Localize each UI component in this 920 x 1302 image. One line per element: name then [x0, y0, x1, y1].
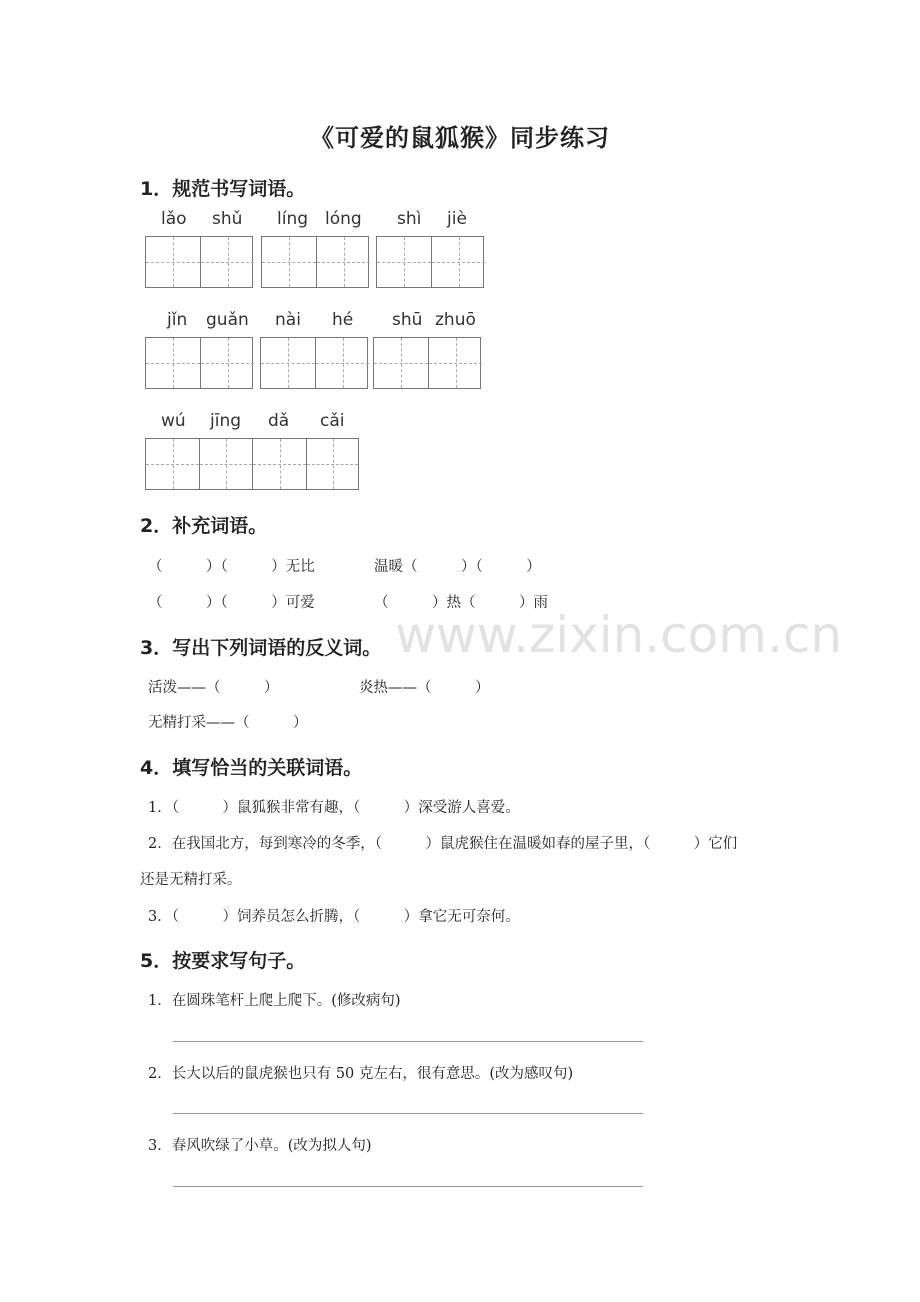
q5-item: 3．春风吹绿了小草。(改为拟人句): [148, 1138, 372, 1154]
writing-grid[interactable]: [260, 337, 368, 389]
pinyin: guǎn: [206, 310, 249, 330]
q1-heading: 1．规范书写词语。: [140, 178, 306, 200]
q3-item: 无精打采——（ ）: [148, 715, 308, 731]
pinyin: shì: [397, 209, 422, 229]
pinyin: zhuō: [435, 310, 476, 330]
q2-item: （ ）（ ）无比: [148, 559, 315, 575]
pinyin: shǔ: [212, 209, 243, 229]
pinyin: lóng: [325, 209, 362, 229]
writing-grid[interactable]: [373, 337, 481, 389]
pinyin: jīng: [210, 411, 242, 431]
pinyin: hé: [332, 310, 354, 330]
q2-heading: 2．补充词语。: [140, 515, 268, 537]
pinyin: nài: [275, 310, 301, 330]
pinyin: jiè: [447, 209, 467, 229]
writing-grid[interactable]: [145, 438, 359, 490]
answer-line[interactable]: [173, 1041, 643, 1042]
pinyin: shū: [392, 310, 423, 330]
q4-item: 3．（ ）饲养员怎么折腾，（ ）拿它无可奈何。: [148, 909, 520, 925]
q2-item: （ ）（ ）可爱: [148, 595, 315, 611]
q5-item: 1．在圆珠笔杆上爬上爬下。(修改病句): [148, 993, 401, 1009]
q4-item: 2．在我国北方，每到寒冷的冬季，（ ）鼠虎猴住在温暖如春的屋子里，（ ）它们: [148, 836, 738, 852]
pinyin: wú: [161, 411, 186, 431]
pinyin: líng: [277, 209, 309, 229]
writing-grid[interactable]: [145, 236, 253, 288]
q5-item: 2．长大以后的鼠虎猴也只有 50 克左右，很有意思。(改为感叹句): [148, 1066, 574, 1082]
q3-item: 炎热——（ ）: [359, 680, 490, 696]
q4-heading: 4．填写恰当的关联词语。: [140, 757, 363, 779]
pinyin: jǐn: [167, 310, 188, 330]
writing-grid[interactable]: [376, 236, 484, 288]
writing-grid[interactable]: [261, 236, 369, 288]
pinyin: lǎo: [161, 209, 187, 229]
watermark: www.zixin.com.cn: [395, 606, 843, 664]
q4-item-continued: 还是无精打采。: [140, 872, 242, 888]
q4-item: 1．（ ）鼠狐猴非常有趣，（ ）深受游人喜爱。: [148, 800, 520, 816]
answer-line[interactable]: [173, 1113, 643, 1114]
pinyin: dǎ: [268, 411, 290, 431]
q5-heading: 5．按要求写句子。: [140, 950, 306, 972]
page-title: 《可爱的鼠狐猴》同步练习: [310, 124, 610, 152]
answer-line[interactable]: [173, 1186, 643, 1187]
pinyin: cǎi: [320, 411, 345, 431]
q3-item: 活泼——（ ）: [148, 680, 279, 696]
q3-heading: 3．写出下列词语的反义词。: [140, 637, 382, 659]
q2-item: （ ）热（ ）雨: [374, 595, 548, 611]
writing-grid[interactable]: [145, 337, 253, 389]
q2-item: 温暖（ ）（ ）: [374, 559, 541, 575]
